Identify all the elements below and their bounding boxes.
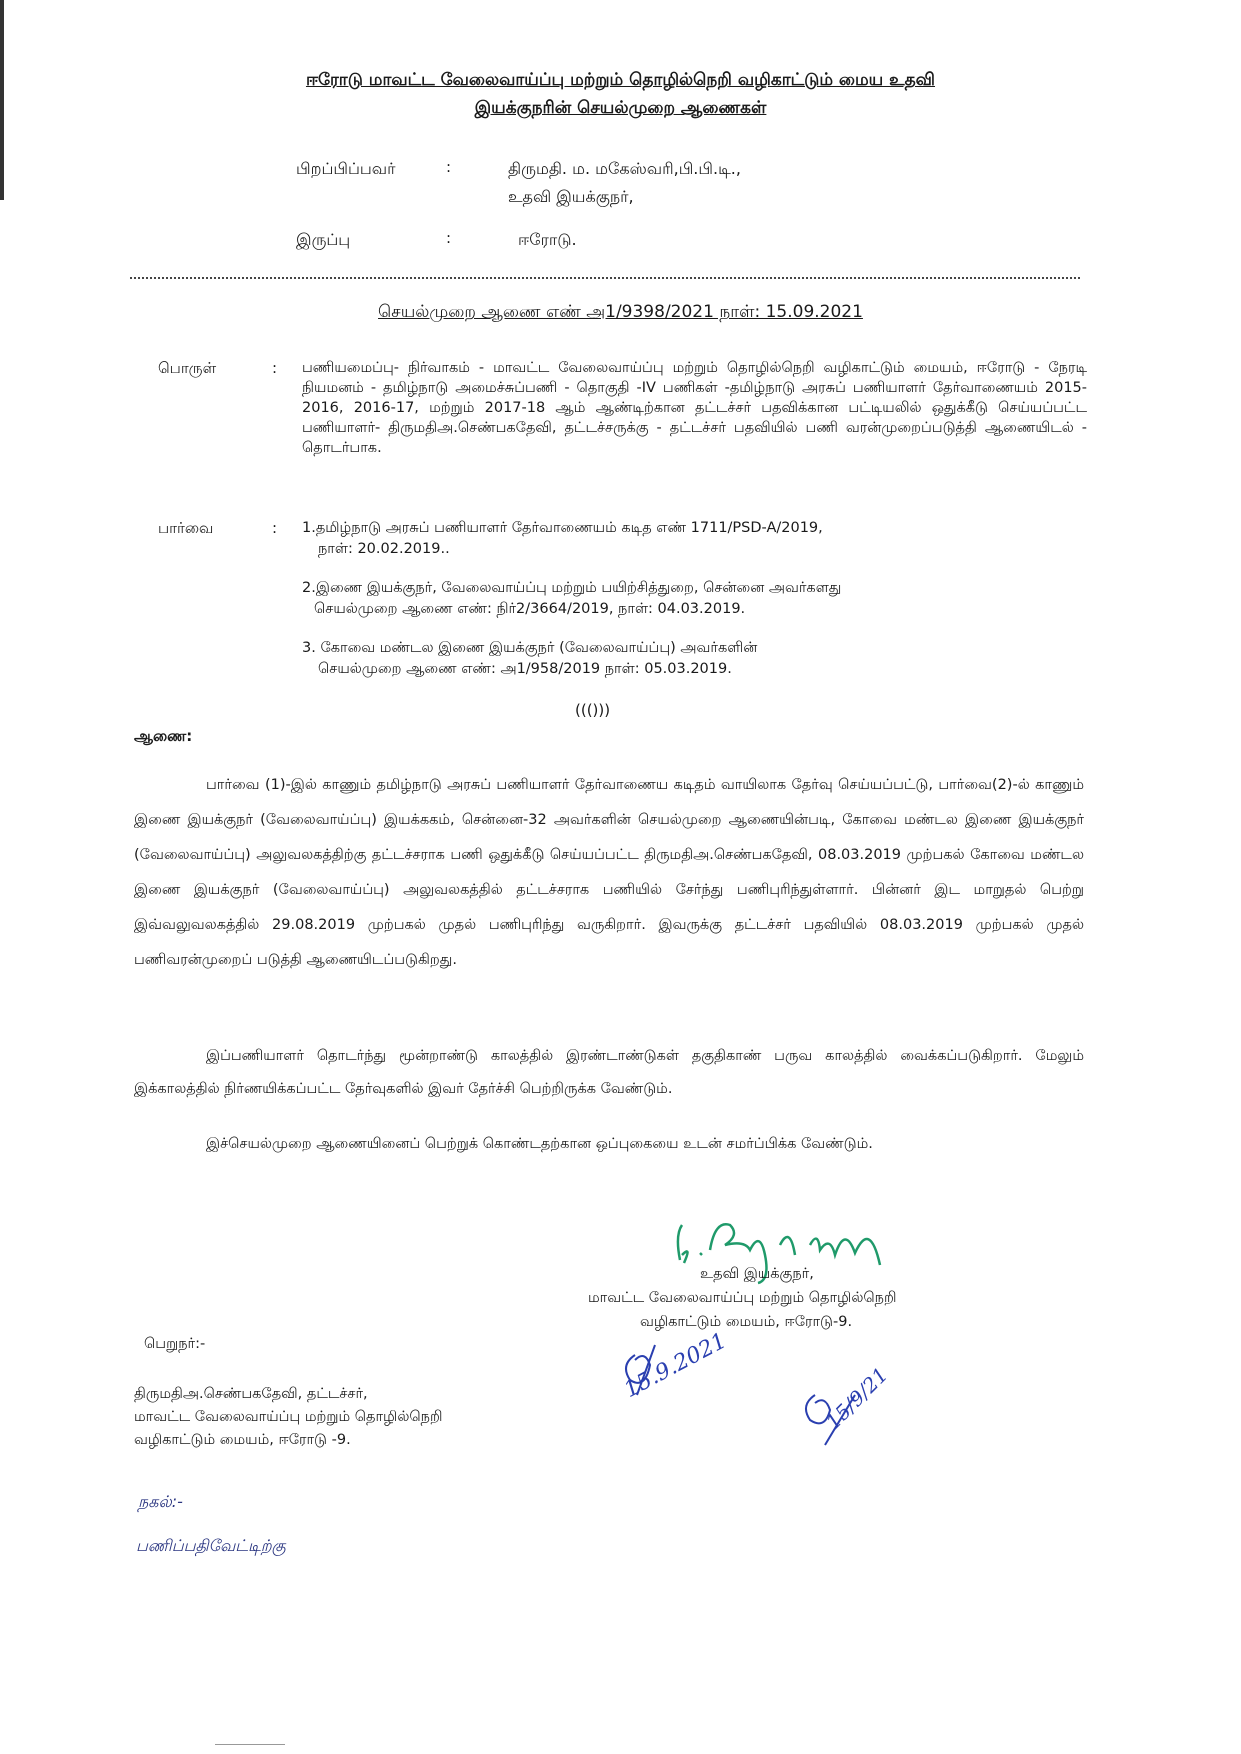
signatory-address: வழிகாட்டும் மையம், ஈரோடு-9.	[640, 1314, 853, 1330]
order-reference: செயல்முறை ஆணை எண் அ1/9398/2021 நாள்: 15.09.2021	[378, 302, 863, 322]
subject-colon: :	[272, 359, 278, 377]
reference-separator: ((()))	[575, 701, 611, 719]
recipient-label: பெறுநர்:-	[144, 1336, 206, 1352]
reference-3-line2: செயல்முறை ஆணை எண்: அ1/958/2019 நாள்: 05.03.2019.	[318, 661, 732, 678]
references-label: பார்வை	[158, 519, 214, 537]
issuer-colon: :	[446, 158, 452, 176]
recipient-line2: மாவட்ட வேலைவாய்ப்பு மற்றும் தொழில்நெறி	[134, 1409, 443, 1425]
reference-3	[302, 638, 757, 680]
reference-3-line1: 3. கோவை மண்டல இணை இயக்குநர் (வேலைவாய்ப்பு) அவர்களின்	[302, 640, 758, 656]
reference-2	[302, 578, 841, 620]
order-paragraph-1: பார்வை (1)-இல் காணும் தமிழ்நாடு அரசுப் பணியாளர் தேர்வாணைய கடிதம் வாயிலாக தேர்வு செய்யப்பட்டு, பார்வை(2)-ல் காணும் இணை இயக்குநர் (வேலைவாய்ப்பு) இயக்ககம், சென்னை-32 அவர்களின் செயல்முறை ஆணையின்படி, கோவை மண்டல இணை இயக்குநர் (வேலைவாய்ப்பு) அலுவலகத்திற்கு தட்டச்சராக பணி ஒதுக்கீடு செய்யப்பட்ட திருமதிஅ.செண்பகதேவி, 08.03.2019 முற்பகல் கோவை மண்டல இணை இயக்குநர் (வேலைவாய்ப்பு) அலுவலகத்தில் தட்டச்சராக பணியில் சேர்ந்து பணிபுரிந்துள்ளார். பின்னர் இட மாறுதல் பெற்று இவ்வலுவலகத்தில் 29.08.2019 முற்பகல் முதல் பணிபுரிந்து வருகிறார். இவருக்கு தட்டச்சர் பதவியில் 08.03.2019 முற்பகல் முதல் பணிவரன்முறைப் படுத்தி ஆணையிடப்படுகிறது.	[134, 777, 1084, 968]
reference-1	[302, 518, 823, 560]
reference-2-line1: 2.இணை இயக்குநர், வேலைவாய்ப்பு மற்றும் பயிற்சித்துறை, சென்னை அவர்களது	[302, 580, 842, 596]
location-label: இருப்பு	[296, 230, 351, 249]
order-paragraph-3: இச்செயல்முறை ஆணையினைப் பெற்றுக் கொண்டதற்கான ஒப்புகையை உடன் சமர்ப்பிக்க வேண்டும்.	[206, 1136, 873, 1152]
issuer-label: பிறப்பிப்பவர்	[296, 159, 396, 178]
initials-second-note: 15/9/21	[821, 1362, 893, 1434]
references-colon: :	[272, 519, 278, 537]
issuer-designation: உதவி இயக்குநர்,	[508, 187, 634, 206]
reference-1-line2: நாள்: 20.02.2019..	[318, 541, 450, 558]
signatory-office: மாவட்ட வேலைவாய்ப்பு மற்றும் தொழில்நெறி	[588, 1290, 897, 1306]
document-title-line2: இயக்குநரின் செயல்முறை ஆணைகள்	[474, 98, 767, 118]
subject-label: பொருள்	[158, 359, 217, 377]
initials-date-note: 15.9.2021	[620, 1328, 731, 1403]
copy-label-handwritten: நகல்:-	[138, 1492, 183, 1511]
issuer-name: திருமதி. ம. மகேஸ்வரி,பி.பி.டி.,	[508, 159, 741, 178]
location-value: ஈரோடு.	[518, 230, 577, 249]
signatory-designation: உதவி இயக்குநர்,	[700, 1266, 814, 1282]
order-paragraph-2: இப்பணியாளர் தொடர்ந்து மூன்றாண்டு காலத்தில் இரண்டாண்டுகள் தகுதிகாண் பருவ காலத்தில் வைக்கப்படுகிறார். மேலும் இக்காலத்தில் நிர்ணயிக்கப்பட்ட தேர்வுகளில் இவர் தேர்ச்சி பெற்றிருக்க வேண்டும்.	[134, 1048, 1084, 1097]
reference-2-line2: செயல்முறை ஆணை எண்: நிர்2/3664/2019, நாள்: 04.03.2019.	[314, 601, 746, 618]
order-label: ஆணை:	[134, 727, 193, 745]
location-colon: :	[446, 229, 452, 247]
subject-text: பணியமைப்பு- நிர்வாகம் - மாவட்ட வேலைவாய்ப்பு மற்றும் தொழில்நெறி வழிகாட்டும் மையம், ஈரோடு - நேரடி நியமனம் - தமிழ்நாடு அமைச்சுப்பணி - தொகுதி -IV பணிகள் -தமிழ்நாடு அரசுப் பணியாளர் தேர்வாணையம் 2015-2016, 2016-17, மற்றும் 2017-18 ஆம் ஆண்டிற்கான தட்டச்சர் பதவிக்கான பட்டியலில் ஒதுக்கீடு செய்யப்பட்ட பணியாளர்- திருமதிஅ.செண்பகதேவி, தட்டச்சருக்கு - தட்டச்சர் பதவியில் பணி வரன்முறைப்படுத்தி ஆணையிடல் - தொடர்பாக.	[302, 360, 1087, 456]
copy-line-handwritten: பணிப்பதிவேட்டிற்கு	[136, 1536, 286, 1555]
recipient-line1: திருமதிஅ.செண்பகதேவி, தட்டச்சர்,	[134, 1386, 368, 1402]
document-title-line1: ஈரோடு மாவட்ட வேலைவாய்ப்பு மற்றும் தொழில்நெறி வழிகாட்டும் மைய உதவி	[305, 70, 936, 90]
divider-dotted	[130, 277, 1080, 279]
recipient-line3: வழிகாட்டும் மையம், ஈரோடு -9.	[134, 1432, 351, 1448]
reference-1-line1: 1.தமிழ்நாடு அரசுப் பணியாளர் தேர்வாணையம் கடித எண் 1711/PSD-A/2019,	[302, 520, 823, 536]
bottom-mark	[215, 1744, 285, 1745]
